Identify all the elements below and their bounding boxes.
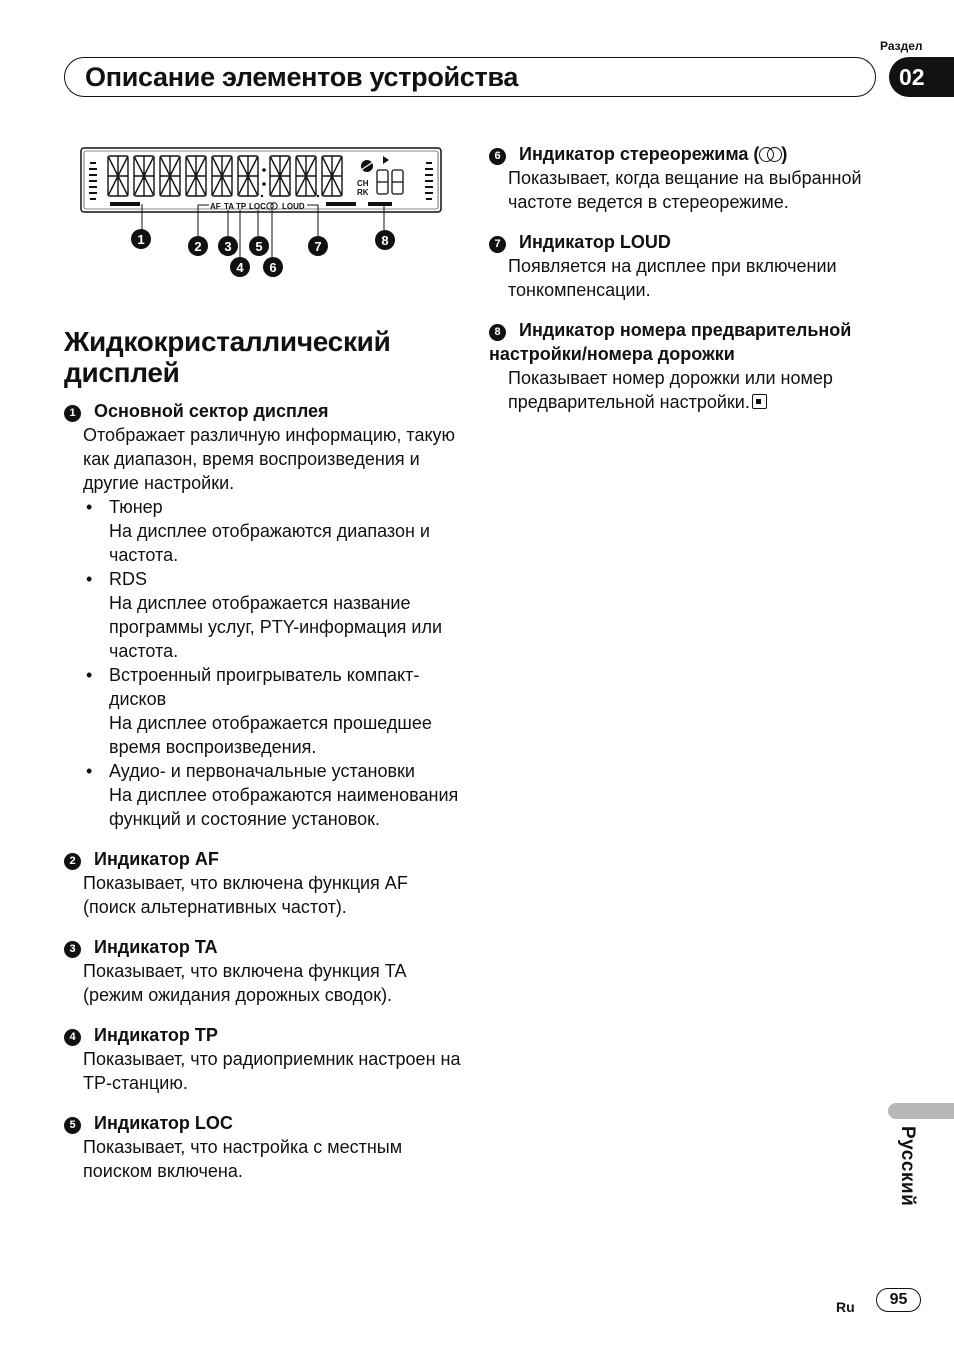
indicator-ta: TA xyxy=(224,202,235,211)
item-title: Индикатор LOUD xyxy=(519,232,671,252)
page-number: 95 xyxy=(876,1288,921,1312)
item-ta-indicator xyxy=(64,935,464,1007)
bullet-item xyxy=(83,495,464,567)
item-heading xyxy=(64,847,464,871)
language-tab xyxy=(888,1103,954,1119)
disc-icon xyxy=(361,160,373,172)
end-of-section-icon xyxy=(752,394,767,409)
bullet-list xyxy=(64,495,464,831)
bullet-label: • RDS xyxy=(109,569,148,589)
item-description: Показывает номер дорожки или номер предварительной настройки. xyxy=(508,368,833,412)
bullet-text: На дисплее отображается название программы услуг, PTY-информация или частота. xyxy=(109,593,442,661)
item-preset-track-indicator xyxy=(489,318,909,414)
item-main-display xyxy=(64,399,464,831)
lcd-display-illustration xyxy=(64,140,454,285)
right-column xyxy=(489,142,909,430)
indicator-tp: TP xyxy=(236,202,247,211)
item-heading xyxy=(64,1023,464,1047)
item-heading xyxy=(489,318,909,366)
channel-label-rk: RK xyxy=(357,188,369,197)
item-description: Показывает, когда вещание на выбранной частоте ведется в стереорежиме. xyxy=(508,168,862,212)
item-number: 6 xyxy=(489,148,506,165)
item-title: Индикатор номера предварительной настройки/номера дорожки xyxy=(489,320,852,364)
item-number: 3 xyxy=(64,941,81,958)
left-column xyxy=(64,326,464,1199)
channel-label-ch: CH xyxy=(357,179,369,188)
item-description: Показывает, что включена функция TA (режим ожидания дорожных сводок). xyxy=(83,961,406,1005)
callout-8: 8 xyxy=(381,233,389,248)
item-heading xyxy=(64,935,464,959)
bullet-text: На дисплее отображаются диапазон и частота. xyxy=(109,521,430,565)
item-heading xyxy=(489,142,909,166)
indicator-af: AF xyxy=(210,202,221,211)
footer-language-code: Ru xyxy=(836,1299,855,1315)
item-number: 2 xyxy=(64,853,81,870)
indicator-labels xyxy=(210,202,305,211)
section-number-badge: 02 xyxy=(889,57,954,97)
language-label: Русский xyxy=(897,1126,918,1207)
page-header-title: Описание элементов устройства xyxy=(85,62,519,92)
bullet-label: • Встроенный проигрыватель компакт-дисков xyxy=(109,665,420,709)
item-description-wrap xyxy=(489,366,909,414)
item-heading xyxy=(64,399,464,423)
header-bar xyxy=(64,57,876,97)
callout-5: 5 xyxy=(255,239,263,254)
item-tp-indicator xyxy=(64,1023,464,1095)
callout-6: 6 xyxy=(269,260,277,275)
callout-7: 7 xyxy=(314,239,322,254)
stereo-icon xyxy=(759,147,781,161)
item-description: Показывает, что настройка с местным поиском включена. xyxy=(83,1137,403,1181)
indicator-loc: LOC xyxy=(249,202,266,211)
bullet-text: На дисплее отображается прошедшее время воспроизведения. xyxy=(109,713,432,757)
callout-markers xyxy=(131,229,395,277)
item-number: 8 xyxy=(489,324,506,341)
callout-3: 3 xyxy=(224,239,232,254)
item-title-end: ) xyxy=(781,144,788,164)
bullet-item xyxy=(83,567,464,663)
item-description: Отображает различную информацию, такую как диапазон, время воспроизведения и другие настройки. xyxy=(83,425,456,493)
item-title: Индикатор AF xyxy=(94,849,219,869)
bullet-label: • Аудио- и первоначальные установки xyxy=(109,761,415,781)
item-number: 5 xyxy=(64,1117,81,1134)
item-description: Показывает, что радиоприемник настроен на TP-станцию. xyxy=(83,1049,461,1093)
channel-labels xyxy=(357,179,369,197)
item-description: Появляется на дисплее при включении тонкомпенсации. xyxy=(508,256,837,300)
item-heading xyxy=(64,1111,464,1135)
bullet-item xyxy=(83,663,464,759)
section-title: Жидкокристаллический дисплей xyxy=(64,326,391,388)
item-title: Индикатор TP xyxy=(94,1025,218,1045)
indicator-loud: LOUD xyxy=(282,202,305,211)
bullet-item xyxy=(83,759,464,831)
item-title: Индикатор TA xyxy=(94,937,218,957)
bullet-label: • Тюнер xyxy=(109,497,163,517)
callout-4: 4 xyxy=(236,260,244,275)
item-title: Индикатор стереорежима ( xyxy=(519,144,760,164)
item-description: Показывает, что включена функция AF (поиск альтернативных частот). xyxy=(83,873,408,917)
item-number: 7 xyxy=(489,236,506,253)
section-label: Раздел xyxy=(880,39,923,53)
item-loc-indicator xyxy=(64,1111,464,1183)
callout-1: 1 xyxy=(137,232,145,247)
item-title: Индикатор LOC xyxy=(94,1113,233,1133)
item-stereo-indicator xyxy=(489,142,909,214)
item-title: Основной сектор дисплея xyxy=(94,401,329,421)
item-loud-indicator xyxy=(489,230,909,302)
item-number: 4 xyxy=(64,1029,81,1046)
callout-2: 2 xyxy=(194,239,202,254)
item-number: 1 xyxy=(64,405,81,422)
item-af-indicator xyxy=(64,847,464,919)
bullet-text: На дисплее отображаются наименования функций и состояние установок. xyxy=(109,785,459,829)
item-heading xyxy=(489,230,909,254)
